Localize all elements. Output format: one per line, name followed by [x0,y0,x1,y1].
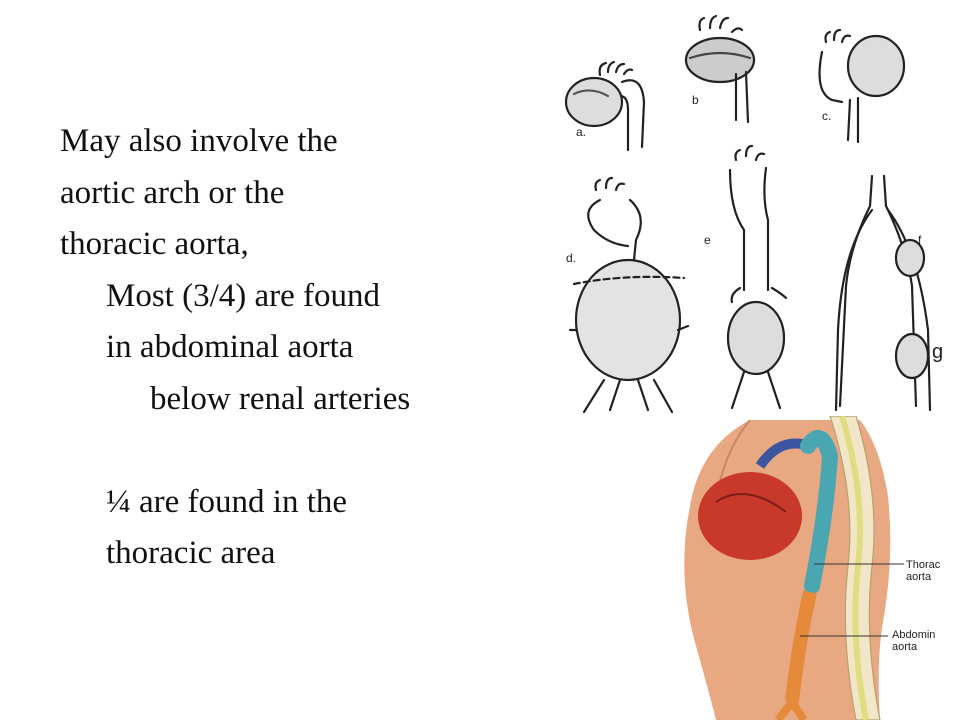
heart [698,472,802,560]
slide-body-text [60,116,500,580]
label-c: c. [822,109,832,123]
label-abdominal-1: Abdomin [892,629,936,641]
aorta-anatomy-illustration [680,416,960,720]
text-line: May also involve the [60,123,338,159]
text-line: below renal arteries [150,380,411,417]
label-a: a. [576,125,587,139]
label-b: b [692,93,699,107]
text-line: ¼ are found in the [106,483,348,520]
aneurysm-diagram-e [728,146,786,408]
label-thoracic-2: aorta [906,571,932,583]
text-line: aortic arch or the [60,174,285,211]
text-line: thoracic aorta, [60,226,249,262]
text-line: thoracic area [106,535,276,571]
label-d: d. [566,251,577,265]
text-line: in abdominal aorta [106,329,354,365]
label-f: f [918,233,922,247]
aneurysm-types-illustration [560,0,960,416]
label-e: e [704,233,711,247]
label-thoracic-1: Thorac [906,559,941,571]
blank-line [60,425,500,477]
text-line: Most (3/4) are found [106,277,381,314]
aneurysm-diagram-c [820,30,904,142]
label-g: g [932,341,944,363]
aneurysm-diagram-fg [836,176,930,410]
aneurysm-diagram-d [570,178,688,412]
label-abdominal-2: aorta [892,641,918,653]
